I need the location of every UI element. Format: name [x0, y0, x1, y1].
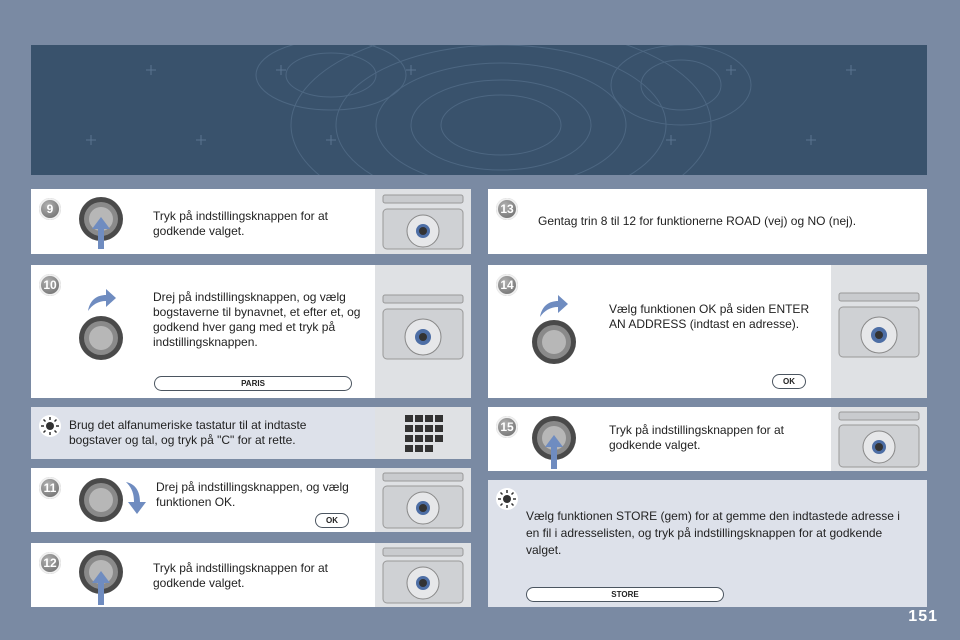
step-15-panel	[488, 407, 927, 471]
contour-map-icon	[31, 45, 927, 175]
step-15-text: Tryk på indstillingsknappen for at godkende valget.	[609, 423, 784, 452]
ok-pill: OK	[772, 374, 806, 389]
step-12-panel	[31, 543, 471, 607]
control-panel-15	[831, 407, 927, 471]
step-9-badge: 9	[39, 198, 61, 220]
control-panel-14	[831, 265, 927, 398]
control-panel-12	[375, 543, 471, 607]
keyboard-tip-text: Brug det alfanumeriske tastatur til at indtaste bogstaver og tal, og tryk på "C" for at rette.	[69, 418, 307, 447]
step-9-text: Tryk på indstillingsknappen for at godkende valget.	[153, 209, 328, 238]
paris-pill: PARIS	[154, 376, 352, 391]
header-banner	[31, 45, 927, 175]
step-9-panel	[31, 189, 471, 254]
step-14-badge: 14	[496, 274, 518, 296]
rotate-arrow-icon	[124, 480, 148, 514]
control-panel-icon	[375, 265, 471, 398]
step-14-panel	[488, 265, 927, 398]
keypad-icon	[375, 407, 471, 459]
step-12-text: Tryk på indstillingsknappen for at godkende valget.	[153, 561, 328, 590]
store-pill: STORE	[526, 587, 724, 602]
step-10-badge: 10	[39, 274, 61, 296]
step-13-badge: 13	[496, 198, 518, 220]
step-10-panel	[31, 265, 471, 398]
ok-pill: OK	[315, 513, 349, 528]
step-11-panel	[31, 468, 471, 532]
control-panel-icon	[831, 265, 927, 398]
knob-icon	[78, 315, 124, 361]
push-arrow-icon	[545, 435, 563, 469]
push-arrow-icon	[92, 217, 110, 249]
step-11-badge: 11	[39, 477, 61, 499]
control-panel-10	[375, 265, 471, 398]
knob-icon	[531, 319, 577, 365]
step-14-text: Vælg funktionen OK på siden ENTER AN ADDRESS (indtast en adresse).	[609, 302, 810, 331]
knob-icon	[78, 477, 124, 523]
tip-sun-icon	[39, 415, 61, 437]
tip-sun-icon	[496, 488, 518, 510]
push-arrow-icon	[92, 571, 110, 605]
control-panel-11	[375, 468, 471, 532]
control-panel-icon	[375, 543, 471, 607]
step-10-text: Drej på indstillingsknappen, og vælg bogstaverne til bynavnet, et efter et, og godkend hver gang med et tryk på indstillingsknappen.	[153, 290, 361, 349]
step-13-text: Gentag trin 8 til 12 for funktionerne ROAD (vej) og NO (nej).	[538, 214, 857, 228]
step-12-badge: 12	[39, 552, 61, 574]
step-11-text: Drej på indstillingsknappen, og vælg funktionen OK.	[156, 480, 349, 509]
rotate-arrow-icon	[86, 289, 116, 313]
keypad-panel	[375, 407, 471, 459]
keyboard-tip-panel	[31, 407, 471, 459]
page-number: 151	[908, 608, 938, 625]
store-tip-text: Vælg funktionen STORE (gem) for at gemme den indtastede adresse i en fil i adresselisten, og tryk på indstillingsknappen for at godkende valget.	[526, 509, 900, 557]
control-panel-9	[375, 189, 471, 254]
control-panel-icon	[375, 468, 471, 532]
control-panel-icon	[375, 189, 471, 254]
step-13-panel	[488, 189, 927, 254]
control-panel-icon	[831, 407, 927, 471]
store-tip-panel	[488, 480, 927, 607]
step-15-badge: 15	[496, 416, 518, 438]
rotate-arrow-icon	[538, 295, 568, 319]
